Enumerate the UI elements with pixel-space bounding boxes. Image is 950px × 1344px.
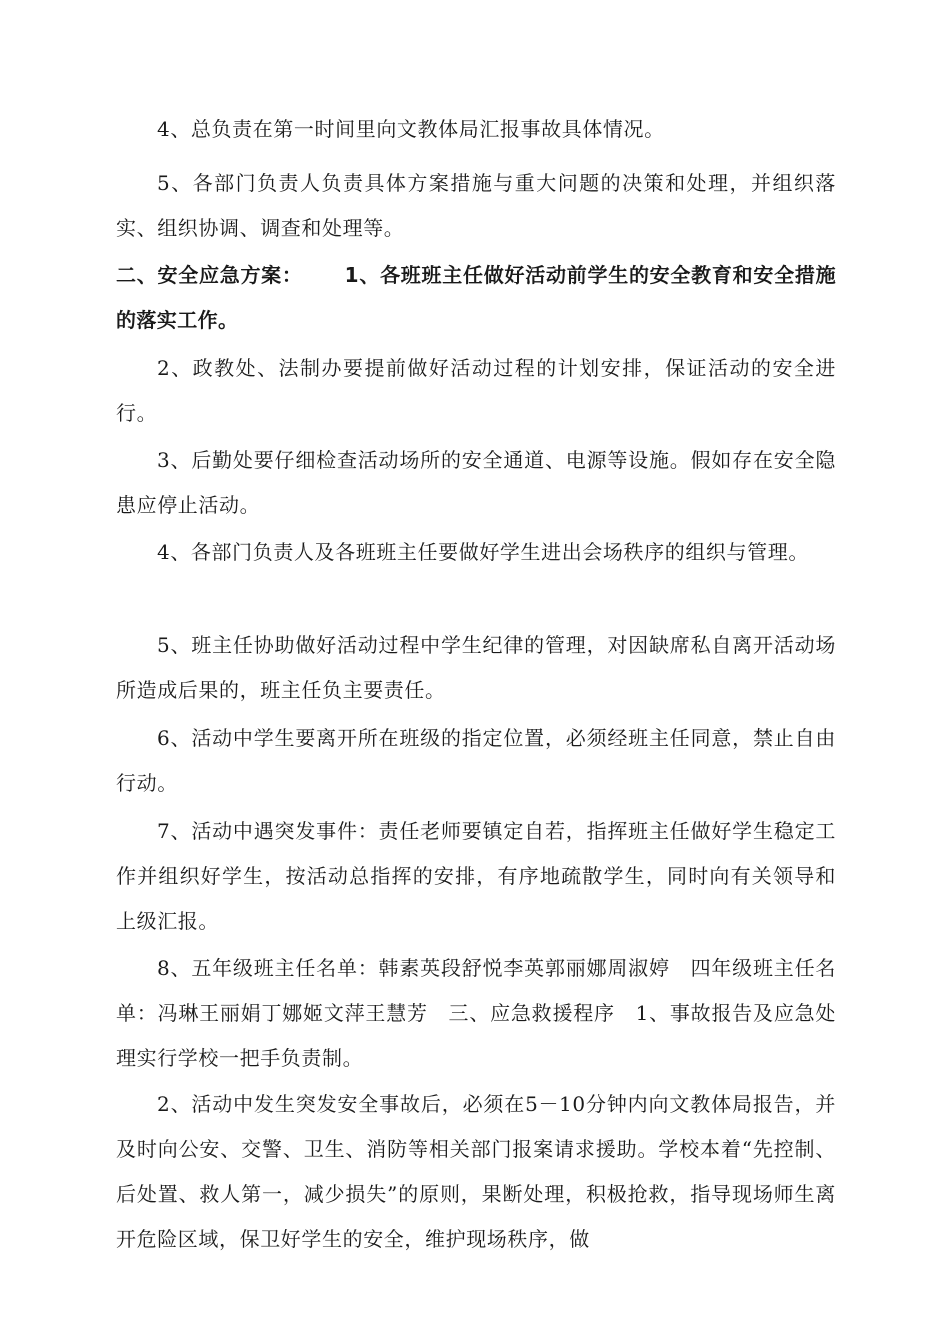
paragraph-2-political-office: 2、政教处、法制办要提前做好活动过程的计划安排，保证活动的安全进行。 [116, 356, 836, 425]
paragraph-8-teacher-list: 8、五年级班主任名单：韩素英段舒悦李英郭丽娜周淑婷 四年级班主任名单：冯琳王丽娟丁娜姬文萍王慧芳 三、应急救援程序 1、事故报告及应急处理实行学校一把手负责制。 [116, 956, 836, 1070]
paragraph-6-leaving-position: 6、活动中学生要离开所在班级的指定位置，必须经班主任同意，禁止自由行动。 [116, 726, 836, 795]
paragraph-5-department-heads: 5、各部门负责人负责具体方案措施与重大问题的决策和处理，并组织落实、组织协调、调查和处理等。 [116, 171, 836, 240]
paragraph-5-discipline: 5、班主任协助做好活动过程中学生纪律的管理，对因缺席私自离开活动场所造成后果的，班主任负主要责任。 [116, 633, 836, 702]
paragraph-3-logistics: 3、后勤处要仔细检查活动场所的安全通道、电源等设施。假如存在安全隐患应停止活动。 [116, 448, 836, 517]
paragraph-4-report-to-bureau: 4、总负责在第一时间里向文教体局汇报事故具体情况。 [157, 117, 665, 141]
section-heading-emergency-plan [116, 253, 836, 343]
section-title: 二、安全应急方案： [116, 263, 303, 287]
paragraph-4-order-management: 4、各部门负责人及各班班主任要做好学生进出会场秩序的组织与管理。 [157, 540, 809, 564]
paragraph-2-accident-report: 2、活动中发生突发安全事故后，必须在5－10分钟内向文教体局报告，并及时向公安、交警、卫生、消防等相关部门报案请求援助。学校本着“先控制、后处置、救人第一，减少损失”的原则，果断处理，积极抢救，指导现场师生离开危险区域，保卫好学生的安全，维护现场秩序，做 [116, 1092, 836, 1251]
heading-item-1: 1、各班班主任做好活动前学生的安全教育和安全措施的落实工作。 [116, 263, 837, 332]
paragraph-7-emergencies: 7、活动中遇突发事件：责任老师要镇定自若，指挥班主任做好学生稳定工作并组织好学生，按活动总指挥的安排，有序地疏散学生，同时向有关领导和上级汇报。 [116, 819, 836, 933]
